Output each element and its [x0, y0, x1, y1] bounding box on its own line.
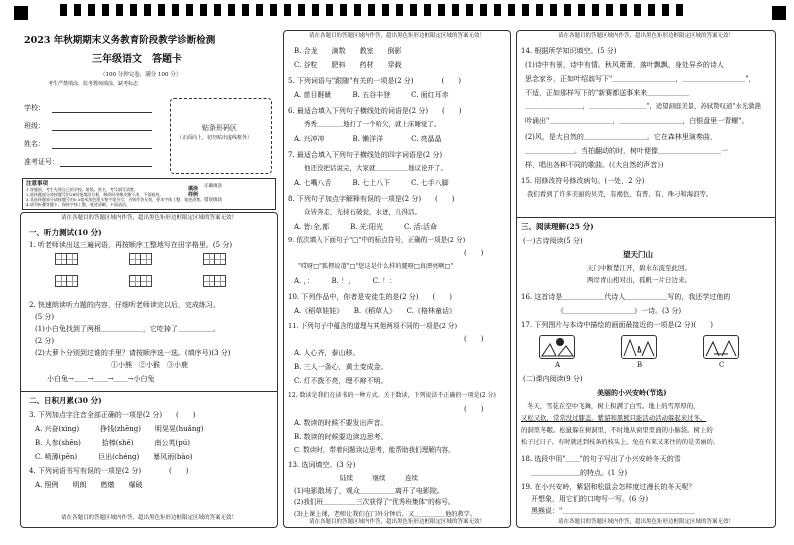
exam-notice: 考生严禁填涂，监考教师填涂，缺考标志: [48, 81, 139, 87]
reading-2-title: (二)课内阅读(9 分): [523, 375, 583, 383]
exam-duration-note: （100 分钟完卷，满分 100 分）: [100, 72, 182, 78]
tianzige-row-2c[interactable]: [203, 275, 225, 287]
fill-sample-title: 填涂样例: [188, 186, 199, 198]
q13-text: 13. 选词填空。(3 分): [288, 461, 356, 469]
sheet-subtitle: 三年级语文 答题卡: [92, 54, 182, 65]
q11-paren[interactable]: ( ): [464, 335, 484, 343]
q3-option-a[interactable]: A. 兴奋(xìng) 挣钱(zhēng) 明晃晃(huǎng): [35, 425, 204, 433]
river-mountain-icon: [540, 336, 574, 358]
q15-sentence[interactable]: 我们看到了许多美丽的贝壳，有褐色、有普、有，珠刁和海浪等。: [527, 190, 713, 198]
q2-text: 2. 快速朗读听力题的内容，仔细听老师读完以后，完成练习。: [29, 301, 220, 309]
reading-1-title: (一)古诗阅读(5 分): [523, 237, 583, 245]
story-title: 美丽的小兴安岭(节选): [597, 388, 667, 397]
q4-option-b[interactable]: B. 合龙 滴数 教室 倒影: [294, 47, 402, 55]
section-divider: [517, 217, 775, 218]
column-1-frame: [20, 212, 278, 528]
column-3-banner-bottom: 请在各题目的答题区域内作答，超出黑色矩形边框限定区域的答案无效！: [557, 519, 734, 525]
q19-text: 19. 在小兴安岭，紫貂和松鼠会怎样度过漫长的冬天呢？: [521, 483, 696, 491]
q9-options[interactable]: A. ，： B. ！， C. ！：: [294, 277, 397, 285]
q10-options[interactable]: A.《稻草娃娃》 B.《稻草人》 C.《格林童话》: [294, 307, 456, 315]
q18-text-2[interactable]: ＿＿＿＿＿＿＿的特点。(1 分): [531, 469, 628, 477]
q9-paren[interactable]: ( ): [464, 249, 484, 257]
q11-text: 11. 下列句子中蕴含的道理与其他两项不同的一项是(2 分): [288, 322, 458, 330]
q14-line-7[interactable]: ＿＿＿＿＿＿＿。当拍翻动的时，树叶便像＿＿＿＿＿＿＿＿＿一: [525, 147, 728, 155]
section-3-title: 三、阅读理解(25 分): [521, 222, 594, 231]
q8-text: 8. 下列句子加点字解释有误的一项是(2 分) ( ): [288, 195, 455, 203]
q4-option-a[interactable]: A. 照例 明朗 燃燉 爆破: [35, 481, 143, 489]
column-2-banner: 请在各题目的答题区域内作答，超出黑色矩形边框限定区域的答案无效！: [308, 33, 485, 39]
q12-option-a[interactable]: A. 数读的时候不要发出声音。: [294, 419, 388, 427]
section-divider: [21, 391, 277, 392]
picture-label-b: B: [637, 361, 643, 369]
q14-line-8: 样，唱出各种不同的歌曲。(《大自然的声音》): [525, 161, 664, 169]
story-line-4: 松子过日子，有时就还到枝条的枝头上，兔在有来又来往的的是美丽的。: [521, 439, 719, 446]
poem-title: 望天门山: [623, 250, 653, 259]
q13-blank-2[interactable]: (2)我们班＿＿＿＿＿三次获得了"优秀班集体"的称号。: [294, 498, 455, 506]
notes-line-4: 4.请勿折叠答题卡，保持字体工整、笔迹清晰、卡面清洁。: [26, 202, 130, 207]
q12-text: 12. 数读是我们在读书的一种方式。关于数读，下列说法不正确的一项是(2 分): [288, 392, 496, 399]
q7-sentence: 他还没把话说完，大家就＿＿＿＿＿地议论开了。: [304, 164, 447, 172]
left-header-panel: [20, 32, 278, 212]
q12-option-b[interactable]: B. 数读的时候要边读边思考。: [294, 433, 388, 441]
q13-blank-3[interactable]: (3)上课上课，老师让我们在门外分钟后，又＿＿＿＿＿他的教学。: [294, 511, 477, 518]
column-2-frame: [283, 30, 511, 528]
q2-part-2: (2)大萝卜分别到过谁的手里？请按顺序选一选。(填序号)(3 分): [35, 349, 231, 357]
q16-text-2[interactable]: 《＿＿＿＿＿＿＿＿＿＿》一诗。(3 分): [557, 307, 682, 315]
q14-line-6[interactable]: (2)风，是大自然的＿＿＿＿＿＿＿＿＿。它在森林里演奏曲，: [525, 133, 717, 141]
corner-mark-top-left: [14, 6, 28, 20]
poem-line-2: 两岸青山相对出，孤帆一片日边来。: [587, 276, 691, 284]
q2-part-1-score: (2 分): [35, 337, 55, 345]
fill-wrong-label: 错误填涂: [204, 198, 222, 203]
q11-option-c[interactable]: C. 灯不拨不亮，理不辩不明。: [294, 377, 388, 385]
picture-option-b[interactable]: [621, 335, 657, 359]
q17-text: 17. 下列图片与本诗中描绘的画面最接近的一项是(2 分)( ): [521, 321, 713, 329]
q12-paren[interactable]: ( ): [464, 405, 484, 413]
notes-line-1: 1.答题前，考生先将自己的学校、班级、姓名、考号填写清楚。: [26, 187, 138, 192]
column-1-banner: 请在各题目的答题区域内作答，超出黑色矩形边框限定区域的答案无效！: [60, 215, 237, 221]
picture-label-c: C: [719, 361, 725, 369]
story-line-2: 又松又软，常常没过膝盖。紫貂和黑熊只能活动活动躲起来过冬。: [521, 414, 707, 422]
notes-line-3: 3.非选择题部分请按题号用0.5毫米黑色墨水签字笔书写，否则作答无效，要求字体工整、笔迹清楚。: [26, 197, 205, 202]
q8-sentence: 众皆奔走，光持石破瓮，水迸，儿得活。: [304, 208, 421, 216]
q3-text: 3. 下列加点字注音全部正确的一项是(2 分) ( ): [29, 411, 196, 419]
tianzige-row-1b[interactable]: [129, 253, 151, 265]
tianzige-row-2b[interactable]: [129, 275, 151, 287]
poem-line-1: 天门中断楚江开，碧水东流至此回。: [587, 264, 691, 272]
name-field[interactable]: [52, 148, 152, 149]
q6-sentence: 秀秀＿＿＿＿地打了一个哈欠，就上床睡觉了。: [304, 120, 441, 128]
barcode-label: 贴条形码区: [202, 124, 237, 132]
exam-number-label: 准考证号：: [24, 158, 59, 166]
q7-text: 7. 最适合填入下列句子横线处的四字词语是(2 分): [288, 151, 443, 159]
tianzige-row-2a[interactable]: [55, 275, 77, 287]
q19-text-2: 开想象，用它们的口吻写一写。(6 分): [531, 495, 649, 503]
tianzige-row-1a[interactable]: [55, 253, 77, 265]
q14-line-2[interactable]: 思念家乡，正如叶绍翁写下"＿＿＿＿＿＿＿＿＿，＿＿＿＿＿＿＿＿＿"，: [525, 75, 756, 83]
picture-option-c[interactable]: [703, 335, 739, 359]
q1-text: 1. 听老师读出这三遍词语，再按顺序工整地写在田字格里。(5 分): [29, 241, 233, 249]
name-label: 姓名：: [24, 140, 45, 148]
q11-option-b[interactable]: B. 三人一条心，黄土变成金。: [294, 363, 388, 371]
school-field[interactable]: [52, 112, 152, 113]
q15-text: 15. 用修改符号修改病句。(一处，2 分): [521, 177, 645, 185]
q5-text: 5. 下列词语与"跟随"有关的一项是(2 分) ( ): [288, 77, 461, 85]
fill-correct-label: 正确填涂: [204, 184, 222, 189]
q19-answer[interactable]: 黑熊说："＿＿＿＿＿＿＿＿＿＿＿＿＿＿＿＿＿＿＿: [531, 507, 696, 515]
q12-option-c[interactable]: C. 数读时，带着问题读边思考，能帮助我们理解内容。: [294, 446, 455, 454]
column-3-frame: [516, 30, 776, 528]
q13-words: 陆续 继续 连续: [340, 474, 418, 482]
class-label: 班级：: [24, 122, 45, 130]
q7-options[interactable]: A. 七嘴八舌 B. 七上八下 C. 七手八脚: [294, 179, 449, 187]
class-field[interactable]: [52, 130, 152, 131]
story-line-1: 冬天，雪花在空中飞舞，树上积满了白雪。地上的雪厚厚的，: [527, 402, 700, 410]
exam-title: 2023 年秋期期末义务教育阶段教学诊断检测: [24, 35, 216, 46]
q4-option-c[interactable]: C. 谷粒 肥料 药材 穿载: [294, 61, 402, 69]
q4-text: 4. 下列词语书写有误的一项是(2 分) ( ): [29, 467, 189, 475]
q6-text: 6. 最适合填入下列句子横线处的词语是(2 分) ( ): [288, 107, 462, 115]
barcode-note: （正面向上，切勿贴出虚线框外）: [177, 135, 253, 141]
q14-text: 14. 根据所学知识填空。(5 分): [521, 47, 617, 55]
q16-text[interactable]: 16. 这首诗是＿＿＿＿＿＿代诗人＿＿＿＿＿＿写的，我还学过他的: [521, 293, 731, 301]
q14-line-5[interactable]: 吟诵出"＿＿＿＿＿＿＿＿＿，＿＿＿＿＿＿＿＿＿，白银盘里一青螺"。: [525, 117, 749, 125]
mountain-sail-icon: [622, 336, 656, 358]
q2-score: (5 分): [35, 313, 55, 321]
exam-number-field[interactable]: [60, 166, 152, 167]
school-label: 学校：: [24, 104, 45, 112]
column-2-banner-bottom: 请在各题目的答题区域内作答，超出黑色矩形边框限定区域的答案无效！: [308, 519, 485, 525]
picture-label-a: A: [555, 361, 561, 369]
q2-options: ①小熊 ②小猴 ③小鹿: [111, 361, 188, 369]
q5-options[interactable]: A. 慈目睚眦 B. 五谷丰登 C. 面红耳赤: [294, 91, 449, 99]
q3-option-b[interactable]: B. 人参(shēn) 拾棒(shě) 南公英(pú): [35, 439, 190, 447]
section-1-title: 一、听力测试(10 分): [29, 228, 102, 237]
q8-options[interactable]: A. 皆:全,都 B. 光:阳光 C. 活:活命: [294, 223, 437, 231]
column-1-banner-bottom: 请在各题目的答题区域内作答，超出黑色矩形边框限定区域的答案无效！: [60, 515, 237, 521]
section-2-title: 二、日积月累(30 分): [29, 396, 102, 405]
timing-marks: [60, 4, 750, 16]
q2-answer-chain[interactable]: 小白兔→＿＿→＿＿→＿＿→小白兔: [47, 375, 155, 383]
column-3-banner: 请在各题目的答题区域内作答，超出黑色矩形边框限定区域的答案无效！: [557, 33, 734, 39]
q11-option-a[interactable]: A. 人心齐，泰山移。: [294, 349, 360, 357]
notes-line-2: 2.选择题部分请按题号用2B铅笔填涂方框，修改时用橡皮擦干净，不留痕迹。: [26, 192, 164, 197]
q10-text: 10. 下列作品中，你者是安徒生的是(2 分) ( ): [288, 293, 452, 301]
picture-option-a[interactable]: [539, 335, 575, 359]
corner-mark-top-right: [772, 6, 786, 20]
q13-blank-1[interactable]: (1)电影散场了，观众＿＿＿＿＿离开了电影院。: [294, 487, 444, 495]
q18-text: 18. 选段中用"＿＿"的句子写出了小兴安岭冬天的雪: [521, 455, 681, 463]
q9-text: 9. 依次填入下面句子"□"中的标点符号，正确的一项是(2 分): [288, 236, 466, 244]
q14-line-3[interactable]: 不适，正如那样写下的"新赛都送事来来＿＿＿＿＿＿: [525, 89, 690, 97]
q2-part-1: (1)小白兔找到了两根＿＿＿＿＿＿，它吃掉了＿＿＿＿＿。: [35, 325, 220, 333]
q3-option-c[interactable]: C. 喷薄(pēn) 巨出(chéng) 暴风雨(bào): [35, 453, 193, 461]
q6-options[interactable]: A. 兴冲冲 B. 懒洋洋 C. 亮晶晶: [294, 135, 442, 143]
mountain-boat-icon: [704, 336, 738, 358]
tianzige-row-1c[interactable]: [203, 253, 225, 265]
q9-sentence: "哎呀□"狐狸说道"□"您这是什么样的腿呀□真漂亮啊□": [298, 263, 454, 270]
q14-line-1: (1)诗中有景，诗中有情。秋风萧萧，落叶飘飘，身处异乡的诗人: [525, 61, 724, 69]
q14-line-4[interactable]: ＿＿＿＿＿＿＿＿＿，＿＿＿＿＿＿＿＿＿"，适望洞庭美景，苏轼赞叹道"水光潋滟: [525, 102, 761, 110]
notes-title: 注意事项: [26, 181, 49, 187]
story-line-3: 的洞里冬眠。松鼠躲在树洞里，不时地从窗里里面的小脑袋。树上的: [521, 426, 713, 434]
